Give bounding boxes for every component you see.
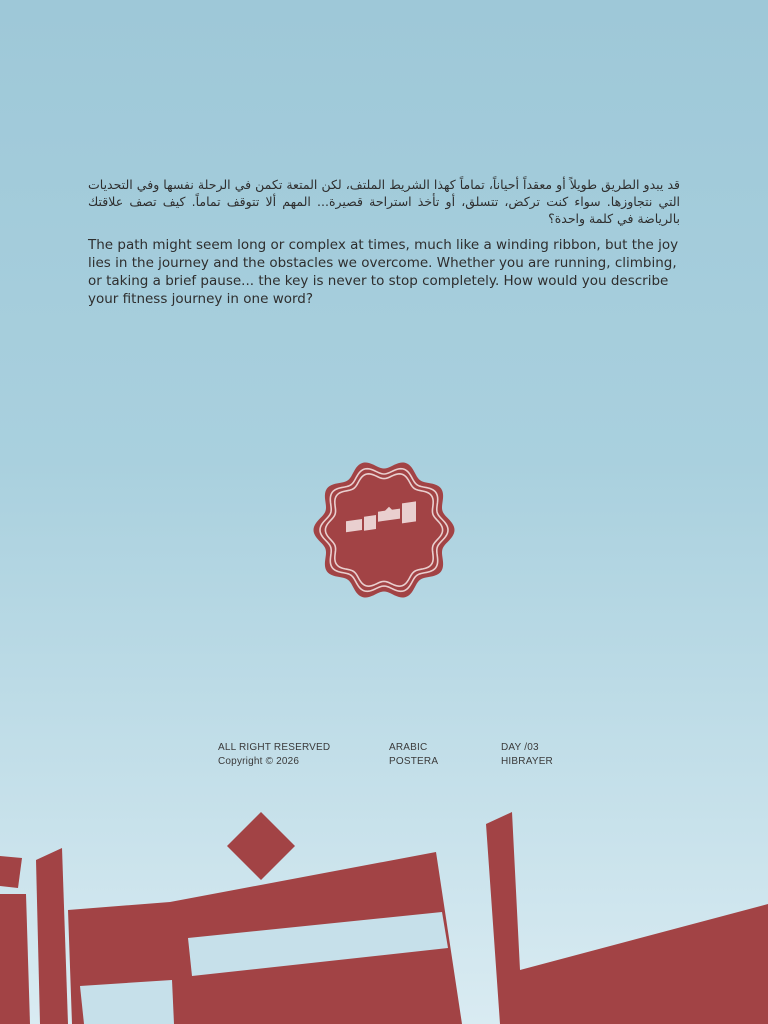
footer-series [389, 741, 438, 769]
badge-text: رياضة [384, 530, 387, 531]
footer-rights [218, 741, 330, 769]
footer-series-line2: POSTERA [389, 756, 439, 767]
arabic-paragraph: قد يبدو الطريق طويلاً أو معقداً أحياناً، تماماً كهذا الشريط الملتف، لكن المتعة تكمن في الرحلة نفسها وفي التحديات التي نتجاوزها. سواء كنت تركض، تتسلق، أو تأخذ استراحة قصيرة... المهم ألا تتوقف تماماً. كيف تصف علاقتك بالرياضة في كلمة واحدة؟ [88, 177, 680, 226]
footer-day [501, 741, 553, 769]
wordmark-diamond [227, 812, 295, 880]
english-paragraph: The path might seem long or complex at times, much like a winding ribbon, but the joy lies in the journey and the obstacles we overcome. Whether you are running, climbing, or taking a brief pause... the key is never to stop completely. How would you describe your fitness journey in one word? [88, 237, 679, 307]
sport-badge-seal [312, 458, 456, 602]
footer-series-line1: ARABIC [389, 742, 428, 753]
footer-copyright: Copyright © 2026 [218, 756, 300, 767]
wordmark-text: رياضة [0, 800, 3, 801]
footer-day-line1: DAY /03 [501, 742, 539, 753]
big-arabic-wordmark [0, 800, 768, 1024]
footer-author: HIBRAYER [501, 756, 553, 767]
footer-rights-line1: ALL RIGHT RESERVED [218, 742, 331, 753]
